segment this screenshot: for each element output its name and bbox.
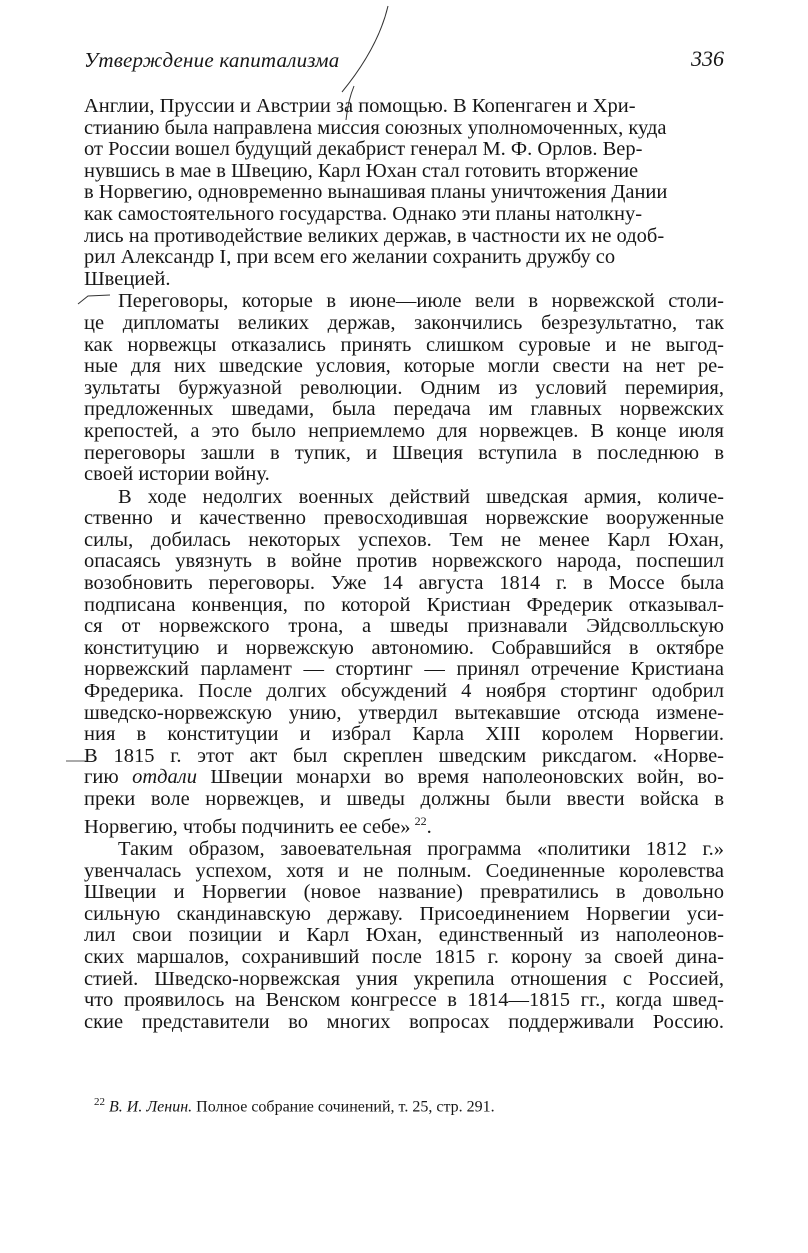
book-page bbox=[84, 40, 724, 1033]
footnote-number: 22 bbox=[94, 1096, 105, 1108]
text-line: что проявилось на Венском конгрессе в 1814—1815 гг., когда швед- bbox=[84, 989, 724, 1012]
text-segment: Норвегию, чтобы подчинить ее себе» bbox=[84, 815, 411, 838]
text-line: как самостоятельного государства. Однако эти планы натолкну- bbox=[84, 202, 643, 225]
text-line: преки воле норвежцев, и шведы должны были ввести войска в bbox=[84, 788, 724, 810]
paragraph-3 bbox=[84, 487, 724, 838]
text-line: опасаясь увязнуть в войне против норвежского народа, поспешил bbox=[84, 550, 724, 573]
text-line: Швецией. bbox=[84, 267, 171, 290]
text-line: стианию была направлена миссия союзных уполномоченных, куда bbox=[84, 116, 667, 139]
text-segment: Швеции монархи во время наполеоновских войн, во- bbox=[197, 766, 725, 789]
text-line bbox=[84, 767, 724, 789]
text-line: Фредерика. После долгих обсуждений 4 ноября стортинг одобрил bbox=[84, 680, 724, 703]
footnote-author: В. И. Ленин. bbox=[109, 1098, 193, 1116]
text-line: своей истории войну. bbox=[84, 463, 270, 486]
text-line: подписана конвенция, по которой Кристиан Фредерик отказывал- bbox=[84, 593, 724, 616]
text-line: от России вошел будущий декабрист генерал М. Ф. Орлов. Вер- bbox=[84, 138, 643, 161]
paragraph-2 bbox=[84, 291, 724, 485]
text-line: силы, добилась некоторых успехов. Тем не менее Карл Юхан, bbox=[84, 528, 724, 551]
text-line: лил свои позиции и Карл Юхан, единственный из наполеонов- bbox=[84, 924, 724, 947]
text-line: ные для них шведские условия, которые могли свести на нет ре- bbox=[84, 355, 724, 378]
text-line: в Норвегию, одновременно вынашивая планы уничтожения Дании bbox=[84, 181, 668, 204]
body-text bbox=[84, 96, 724, 1033]
text-line bbox=[84, 811, 724, 838]
text-line: Швеции и Норвегии (новое название) превратились в довольно bbox=[84, 881, 724, 904]
paragraph-4 bbox=[84, 839, 724, 1033]
text-line: норвежский парламент — стортинг — принял отречение Кристиана bbox=[84, 658, 724, 681]
footnote bbox=[84, 1092, 724, 1117]
text-line: лись на противодействие великих держав, в частности их не одоб- bbox=[84, 224, 665, 247]
text-line: шведско-норвежскую унию, утвердил вытекавшие отсюда измене- bbox=[84, 701, 724, 724]
text-line: Переговоры, которые в июне—июле вели в норвежской столи- bbox=[118, 290, 724, 313]
text-line: ских маршалов, сохранивший после 1815 г. корону за своей дина- bbox=[84, 945, 724, 968]
text-line: предложенных шведами, была передача им главных норвежских bbox=[84, 398, 724, 421]
text-line: сильную скандинавскую державу. Присоединением Норвегии уси- bbox=[84, 902, 724, 925]
text-line: Англии, Пруссии и Австрии за помощью. В Копенгаген и Хри- bbox=[84, 95, 636, 117]
running-head bbox=[84, 40, 724, 80]
text-line: В ходе недолгих военных действий шведская армия, количе- bbox=[118, 485, 724, 508]
text-line: как норвежцы отказались принять слишком суровые и не выгод- bbox=[84, 333, 724, 356]
text-line: ния в конституции и избрал Карла XIII королем Норвегии. bbox=[84, 723, 724, 746]
text-line: В 1815 г. этот акт был скреплен шведским риксдагом. «Норве- bbox=[84, 744, 724, 767]
emphasis-text: отдали bbox=[132, 766, 197, 789]
text-segment: гию bbox=[84, 766, 133, 789]
text-segment: . bbox=[426, 815, 432, 838]
page-number: 336 bbox=[691, 46, 724, 71]
text-line: це дипломаты великих держав, закончились безрезультатно, так bbox=[84, 311, 724, 334]
footnote-reference: 22 bbox=[414, 813, 427, 828]
text-line: ся от норвежского трона, а шведы признавали Эйдсволльскую bbox=[84, 615, 724, 638]
text-line: увенчалась успехом, хотя и не полным. Соединенные королевства bbox=[84, 859, 724, 882]
text-line: переговоры зашли в тупик, и Швеция вступила в последнюю в bbox=[84, 441, 724, 464]
text-line: нувшись в мае в Швецию, Карл Юхан стал готовить вторжение bbox=[84, 159, 639, 182]
running-title: Утверждение капитализма bbox=[84, 48, 340, 72]
text-line: рил Александр I, при всем его желании сохранить дружбу со bbox=[84, 246, 616, 269]
text-line: крепостей, а это было неприемлемо для норвежцев. В конце июля bbox=[84, 419, 724, 442]
text-line: конституцию и норвежскую автономию. Собравшийся в октябре bbox=[84, 636, 724, 659]
text-line: Таким образом, завоевательная программа «политики 1812 г.» bbox=[118, 838, 724, 861]
text-line: стией. Шведско-норвежская уния укрепила отношения с Россией, bbox=[84, 967, 724, 990]
text-line: ственно и качественно превосходившая норвежские вооруженные bbox=[84, 507, 724, 530]
text-line: возобновить переговоры. Уже 14 августа 1814 г. в Моссе была bbox=[84, 572, 724, 595]
paragraph-1 bbox=[84, 96, 724, 290]
text-line: зультаты буржуазной революции. Одним из условий перемирия, bbox=[84, 376, 724, 399]
text-line: ские представители во многих вопросах поддерживали Россию. bbox=[84, 1010, 724, 1033]
footnote-area bbox=[84, 1092, 724, 1117]
footnote-text: Полное собрание сочинений, т. 25, стр. 291. bbox=[192, 1098, 495, 1116]
